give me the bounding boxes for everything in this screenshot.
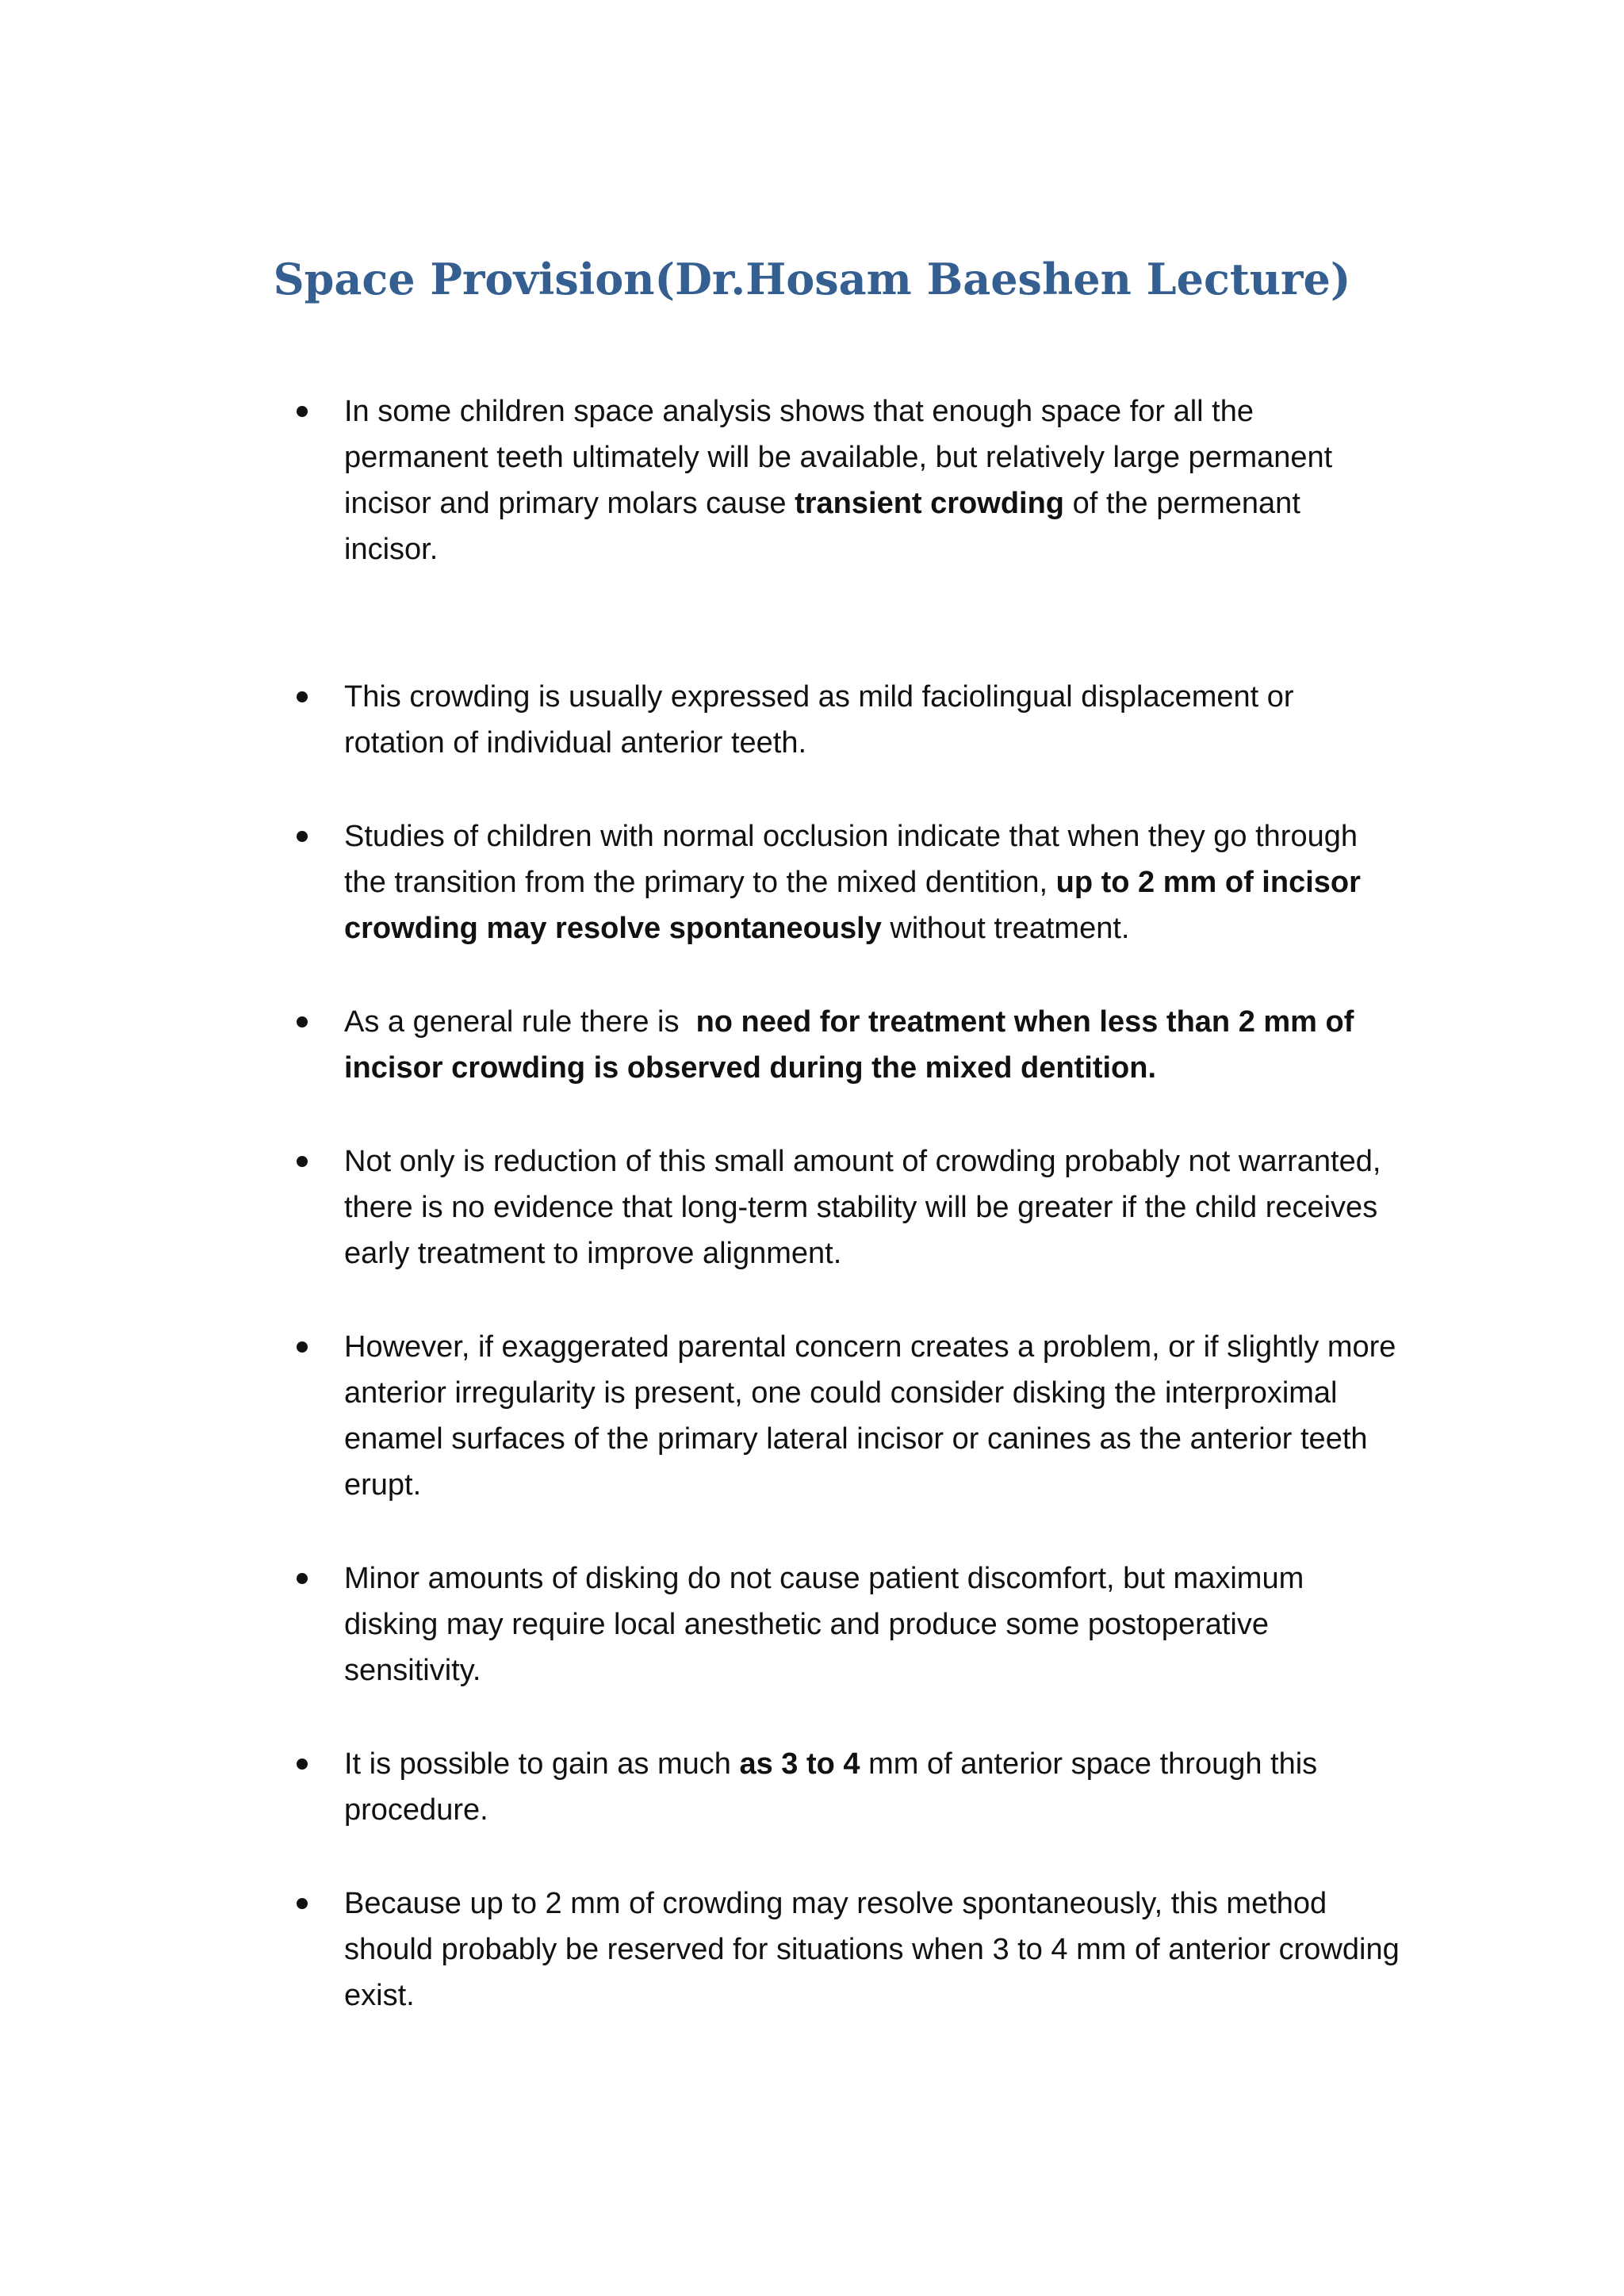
bullet-icon	[297, 1341, 308, 1353]
list-item	[292, 813, 1402, 951]
bullet-icon	[297, 1016, 308, 1027]
list-item	[292, 674, 1402, 766]
list-item	[292, 1138, 1402, 1276]
item-text: without treatment.	[881, 912, 1130, 945]
bullet-icon	[297, 831, 308, 842]
item-emphasis: transient crowding	[795, 487, 1065, 520]
bullet-icon	[297, 1758, 308, 1770]
bullet-list	[292, 388, 1402, 2019]
item-text: mm of anterior space through this procedure.	[344, 1747, 1318, 1827]
item-text: It is possible to gain as much	[344, 1747, 740, 1781]
list-item	[292, 1324, 1402, 1508]
item-emphasis: no need for treatment when less than 2 mm of incisor crowding is observed during the mixed dentition.	[344, 1005, 1354, 1085]
item-text: Minor amounts of disking do not cause patient discomfort, but maximum disking may require local anesthetic and produce some postoperative sensitivity.	[344, 1562, 1304, 1687]
bullet-icon	[297, 1156, 308, 1167]
bullet-icon	[297, 1573, 308, 1584]
item-text: As a general rule there is	[344, 1005, 696, 1039]
item-emphasis: as 3 to 4	[739, 1747, 860, 1781]
bullet-icon	[297, 1898, 308, 1909]
list-item	[292, 388, 1402, 572]
item-text: Studies of children with normal occlusion indicate that when they go through the transition from the primary to the mixed dentition,	[344, 820, 1358, 899]
item-text: This crowding is usually expressed as mild faciolingual displacement or rotation of individual anterior teeth.	[344, 680, 1294, 760]
item-text: of the permenant incisor.	[344, 487, 1300, 566]
list-item	[292, 999, 1402, 1091]
item-text: Not only is reduction of this small amount of crowding probably not warranted, there is no evidence that long-term stability will be greater if the child receives early treatment to improve alignment.	[344, 1145, 1381, 1270]
bullet-icon	[297, 691, 308, 702]
item-text: Because up to 2 mm of crowding may resolve spontaneously, this method should probably be reserved for situations when 3 to 4 mm of anterior crowding exist.	[344, 1887, 1400, 2012]
item-text: In some children space analysis shows that enough space for all the permanent teeth ultimately will be available, but relatively large permanent incisor and primary molars cause	[344, 395, 1333, 520]
list-item	[292, 1556, 1402, 1693]
item-emphasis: up to 2 mm of incisor crowding may resolve spontaneously	[344, 866, 1361, 945]
item-text: However, if exaggerated parental concern creates a problem, or if slightly more anterior irregularity is present, one could consider disking the interproximal enamel surfaces of the primary lateral incisor or canines as the anterior teeth erupt.	[344, 1330, 1396, 1502]
list-item	[292, 1881, 1402, 2019]
bullet-icon	[297, 406, 308, 417]
page-title: Space Provision(Dr.Hosam Baeshen Lecture)	[273, 254, 1351, 304]
list-item	[292, 1741, 1402, 1833]
